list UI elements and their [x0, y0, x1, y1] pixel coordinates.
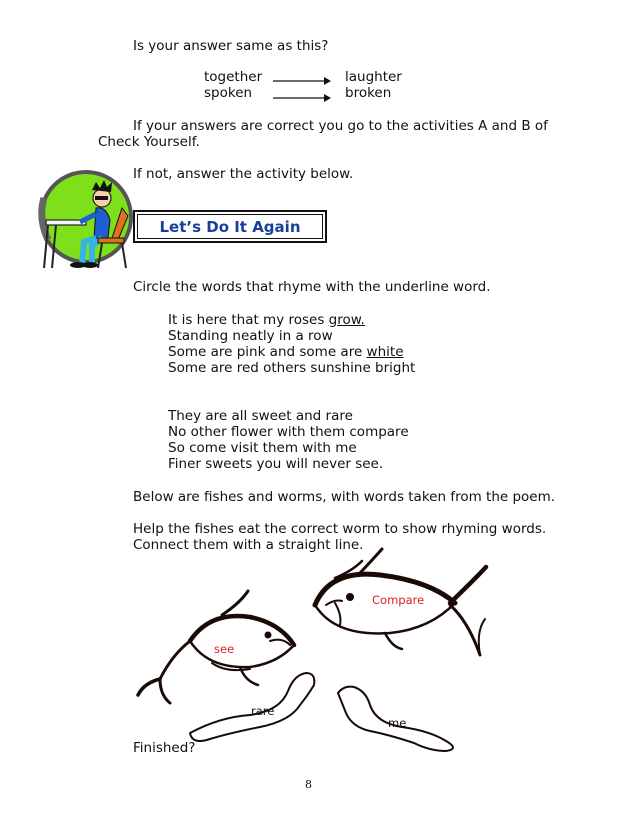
- pair-left-1: together: [204, 69, 263, 85]
- help-text-line1: Help the fishes eat the correct worm to show rhyming words.: [133, 521, 547, 537]
- arrow-icon: [272, 75, 332, 87]
- underlined-word: grow.: [328, 312, 365, 328]
- poem-line: Standing neatly in a row: [168, 328, 333, 344]
- pair-right-1: laughter: [345, 69, 402, 85]
- poem-line: So come visit them with me: [168, 440, 357, 456]
- finished-text: Finished?: [133, 740, 196, 756]
- not-correct-text: If not, answer the activity below.: [133, 166, 354, 182]
- fish-word-compare[interactable]: Compare: [372, 593, 425, 607]
- poem-line: [168, 344, 404, 360]
- underlined-word: white: [366, 344, 404, 360]
- worm-word-me[interactable]: me: [388, 716, 407, 730]
- lets-do-it-again-banner: [133, 210, 327, 243]
- instruction-text: Circle the words that rhyme with the underline word.: [133, 279, 491, 295]
- poem-line: [168, 312, 365, 328]
- page-number: 8: [305, 778, 312, 791]
- pair-right-2: broken: [345, 85, 392, 101]
- poem-line: They are all sweet and rare: [168, 408, 353, 424]
- arrow-icon: [272, 92, 332, 104]
- question-text: Is your answer same as this?: [133, 38, 329, 54]
- correct-text-line1: If your answers are correct you go to the activities A and B of: [133, 118, 548, 134]
- poem-line: Some are red others sunshine bright: [168, 360, 416, 376]
- poem-line: No other flower with them compare: [168, 424, 409, 440]
- help-text-line2: Connect them with a straight line.: [133, 537, 364, 553]
- poem-line-text: It is here that my roses: [168, 312, 329, 328]
- correct-text-line2: Check Yourself.: [98, 134, 200, 150]
- pair-left-2: spoken: [204, 85, 253, 101]
- fish-word-see[interactable]: see: [214, 642, 235, 656]
- fishes-worms-text: Below are fishes and worms, with words taken from the poem.: [133, 489, 556, 505]
- fish-worm-activity-illustration: [130, 545, 510, 760]
- student-at-desk-illustration: [36, 168, 138, 272]
- poem-line-text: Some are pink and some are: [168, 344, 367, 360]
- banner-title: Let’s Do It Again: [137, 214, 323, 239]
- worm-word-rare[interactable]: rare: [251, 704, 275, 718]
- poem-line: Finer sweets you will never see.: [168, 456, 384, 472]
